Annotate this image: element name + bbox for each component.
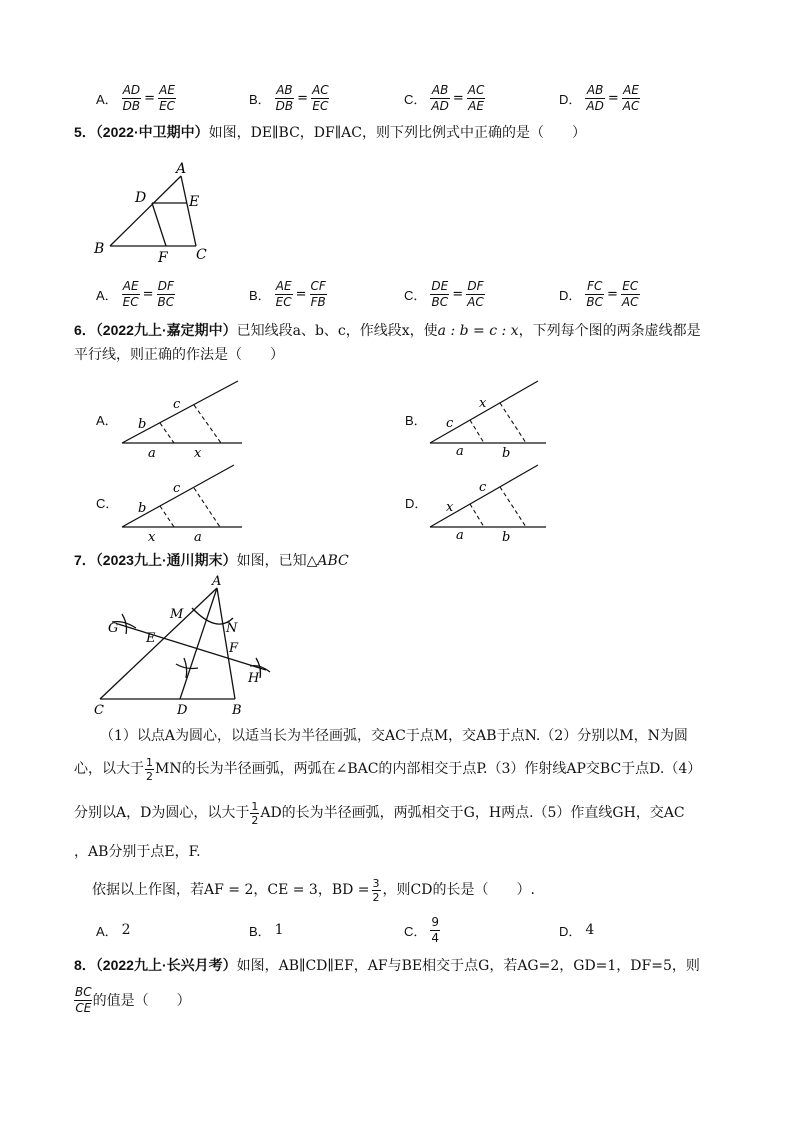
fraction: $\frac{CF}{FB}$ [310, 278, 326, 309]
fraction: $\frac{AE}{AC}$ [622, 82, 640, 113]
svg-text:G: G [108, 621, 119, 636]
svg-text:a: a [456, 528, 464, 542]
svg-text:c: c [446, 416, 454, 431]
fraction: $\frac{DE}{BC}$ [431, 278, 449, 309]
q8-stem-2: $\frac{BC}{CE}$ 的值是（ ） [75, 984, 191, 1015]
svg-text:M: M [170, 607, 184, 622]
svg-text:a: a [456, 444, 464, 458]
fraction: $\frac{DF}{AC}$ [467, 278, 484, 309]
q6-figure-a [118, 378, 248, 458]
q7-step1: （1）以点A为圆心，以适当长为半径画弧，交AC于点M，交AB于点N.（2）分别以M，N为圆 [100, 728, 688, 744]
fraction: $\frac{FC}{BC}$ [586, 278, 604, 309]
svg-text:F: F [229, 641, 239, 656]
fraction: $\frac{BC}{CE}$ [75, 984, 92, 1015]
svg-text:D: D [177, 703, 188, 718]
fraction: $\frac{AD}{DB}$ [122, 82, 141, 113]
q7-question: 依据以上作图，若AF = 2，CE = 3，BD = $\frac{3}{2}$ ，则CD的长是（ ）. [92, 876, 535, 904]
q7-step2: 心，以大于 $\frac{1}{2}$ MN的长为半径画弧，两弧在∠BAC的内部相交于点P.（3）作射线AP交BC于点D.（4） [74, 755, 702, 783]
fraction: $\frac{AB}{DB}$ [275, 82, 294, 113]
label-b: B [94, 241, 105, 257]
svg-text:a: a [148, 446, 156, 458]
svg-text:b: b [138, 501, 147, 516]
svg-text:N: N [226, 621, 238, 636]
q6-option-d-letter[interactable]: D． [405, 496, 428, 511]
label-f: F [158, 250, 168, 266]
fraction: $\frac{AC}{AE}$ [467, 82, 485, 113]
svg-text:b: b [502, 446, 511, 458]
svg-text:B: B [232, 703, 242, 718]
fraction-half: $\frac{1}{2}$ [251, 799, 259, 827]
q6-option-c-letter[interactable]: C． [96, 496, 119, 511]
q5-option-d[interactable]: D． $\frac{FC}{BC}$ = $\frac{EC}{AC}$ [559, 278, 639, 309]
svg-text:c: c [173, 481, 181, 496]
q4-option-b[interactable]: B． $\frac{AB}{DB}$ = $\frac{AC}{EC}$ [249, 82, 329, 113]
q7-option-d[interactable]: D． 4 [559, 922, 595, 939]
label-c: C [196, 247, 207, 263]
fraction-bd: $\frac{3}{2}$ [372, 876, 380, 904]
q6-stem: 6．（2022九上·嘉定期中）已知线段a、b、c，作线段x，使a : b = c : x，下列每个图的两条虚线都是 平行线，则正确的作法是（ ） [74, 322, 701, 363]
q5-figure [88, 158, 218, 266]
q7-step4: ，AB分别于点E，F. [74, 844, 201, 860]
q6-figure-b [426, 378, 556, 458]
q5-option-a[interactable]: A． $\frac{AE}{EC}$ = $\frac{DF}{BC}$ [96, 278, 175, 309]
svg-text:H: H [248, 671, 260, 686]
fraction: $\frac{DF}{BC}$ [157, 278, 175, 309]
svg-text:E: E [146, 631, 156, 646]
q7-options [96, 910, 716, 950]
fraction: $\frac{AE}{EC}$ [159, 82, 176, 113]
svg-text:x: x [446, 500, 454, 515]
svg-text:a: a [194, 530, 202, 542]
svg-text:b: b [502, 530, 511, 542]
svg-text:x: x [194, 446, 202, 458]
q7-step3: 分别以A，D为圆心，以大于 $\frac{1}{2}$ AD的长为半径画弧，两弧相交于G，H两点.（5）作直线GH，交AC [74, 799, 685, 827]
fraction: $\frac{AC}{EC}$ [312, 82, 329, 113]
q5-stem: 5．（2022·中卫期中）如图，DE∥BC，DF∥AC，则下列比例式中正确的是（ ） [74, 124, 587, 141]
q7-figure [90, 572, 280, 720]
q5-option-b[interactable]: B． $\frac{AE}{EC}$ = $\frac{CF}{FB}$ [249, 278, 326, 309]
q6-figure-c [118, 462, 248, 542]
q6-figure-d [426, 462, 556, 542]
svg-text:C: C [94, 703, 104, 718]
q4-option-a[interactable]: A． $\frac{AD}{DB}$ = $\frac{AE}{EC}$ [96, 82, 176, 113]
label-e: E [189, 194, 200, 210]
q4-options [96, 78, 716, 118]
fraction: $\frac{AE}{EC}$ [275, 278, 292, 309]
fraction: $\frac{AB}{AD}$ [431, 82, 449, 113]
svg-text:x: x [148, 530, 156, 542]
svg-text:c: c [479, 480, 487, 495]
label-d: D [135, 190, 147, 206]
fraction-half: $\frac{1}{2}$ [146, 755, 153, 783]
q7-option-a[interactable]: A． 2 [96, 922, 131, 939]
q4-option-d[interactable]: D． $\frac{AB}{AD}$ = $\frac{AE}{AC}$ [559, 82, 640, 113]
q4-option-c[interactable]: C． $\frac{AB}{AD}$ = $\frac{AC}{AE}$ [404, 82, 485, 113]
q7-option-c[interactable]: C． $\frac{9}{4}$ [404, 914, 440, 945]
svg-text:A: A [212, 574, 222, 589]
fraction: $\frac{9}{4}$ [431, 914, 440, 945]
q7-stem: 7．（2023九上·通川期末）如图，已知△ABC [74, 552, 349, 569]
svg-text:c: c [173, 397, 181, 412]
fraction: $\frac{AB}{AD}$ [586, 82, 604, 113]
q6-option-a-letter[interactable]: A． [96, 413, 118, 428]
svg-text:b: b [138, 417, 147, 432]
q8-stem: 8．（2022九上·长兴月考）如图，AB∥CD∥EF，AF与BE相交于点G，若AG=2，GD=1，DF=5，则 [74, 957, 700, 974]
q5-option-c[interactable]: C． $\frac{DE}{BC}$ = $\frac{DF}{AC}$ [404, 278, 484, 309]
q5-options [96, 274, 716, 314]
label-a: A [176, 161, 187, 177]
fraction: $\frac{AE}{EC}$ [122, 278, 139, 309]
q6-option-b-letter[interactable]: B． [405, 413, 427, 428]
fraction: $\frac{EC}{AC}$ [621, 278, 639, 309]
q7-option-b[interactable]: B． 1 [249, 922, 284, 939]
svg-text:x: x [479, 396, 487, 411]
